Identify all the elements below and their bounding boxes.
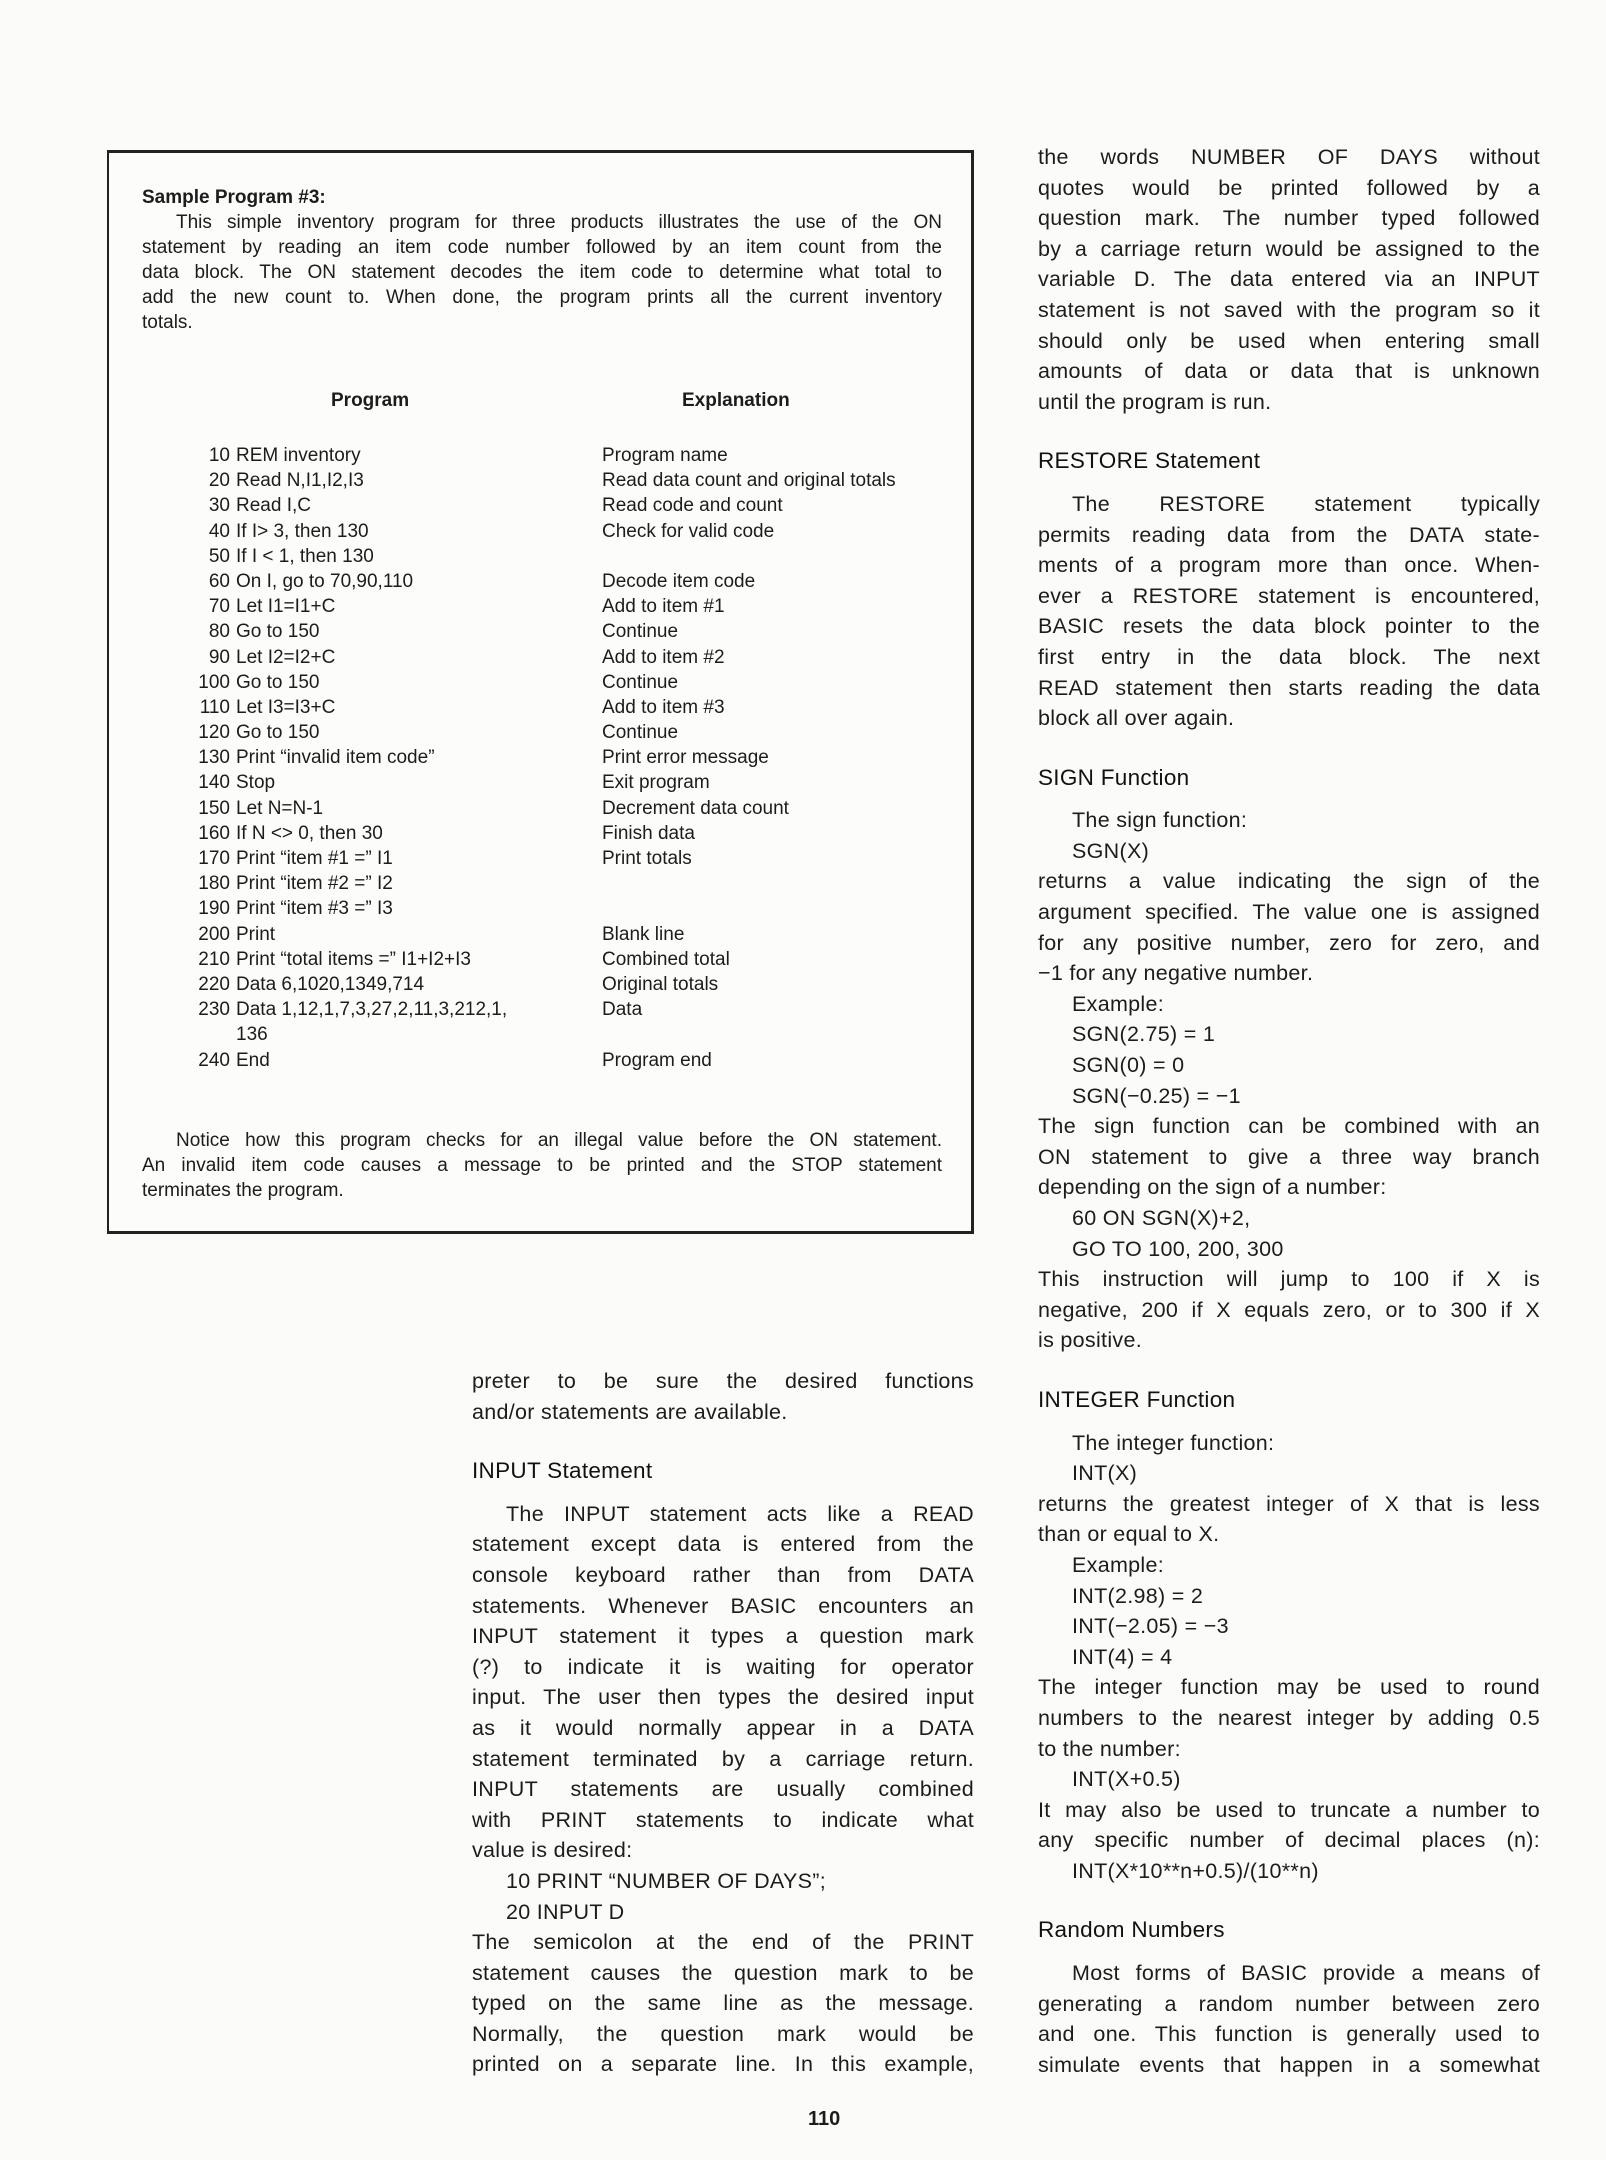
text-line: negative, 200 if X equals zero, or to 300 if X	[1038, 1297, 1540, 1322]
line-number: 190	[198, 898, 230, 920]
text-line: INPUT statement it types a question mark	[472, 1624, 974, 1649]
line-number: 120	[198, 722, 230, 744]
text-line: statement except data is entered from the	[472, 1532, 974, 1557]
program-row	[179, 871, 939, 896]
indented-line: INT(X*10**n+0.5)/(10**n)	[1072, 1858, 1319, 1883]
code-statement: Stop	[236, 772, 276, 794]
program-row	[179, 821, 939, 846]
code-statement: Print “item #3 =” I3	[236, 898, 393, 920]
text-line: statement terminated by a carriage return.	[472, 1746, 974, 1771]
text-line: simulate events that happen in a somewhat	[1038, 2052, 1540, 2077]
code-statement: If I> 3, then 130	[236, 520, 369, 542]
indented-line: Example:	[1072, 1552, 1165, 1577]
line-number: 160	[198, 822, 230, 844]
indented-line: 10 PRINT “NUMBER OF DAYS”;	[506, 1868, 826, 1893]
code-statement: Go to 150	[236, 722, 320, 744]
program-row	[179, 896, 939, 921]
code-statement: Let I3=I3+C	[236, 696, 336, 718]
program-row	[179, 846, 939, 871]
explanation-text: Decode item code	[602, 570, 756, 592]
text-line: printed on a separate line. In this example,	[472, 2052, 974, 2077]
code-statement: Read I,C	[236, 495, 311, 517]
program-row	[179, 972, 939, 997]
line-number: 220	[198, 973, 230, 995]
line-number: 230	[198, 999, 230, 1021]
line-number: 240	[198, 1049, 230, 1071]
explanation-text: Continue	[602, 722, 679, 744]
program-row	[179, 947, 939, 972]
text-line: The integer function may be used to round	[1038, 1675, 1540, 1700]
text-line: question mark. The number typed followed	[1038, 206, 1540, 231]
text-line: than or equal to X.	[1038, 1522, 1220, 1547]
program-row	[179, 468, 939, 493]
code-statement: Let I2=I2+C	[236, 646, 336, 668]
program-row	[179, 645, 939, 670]
program-row	[179, 619, 939, 644]
code-statement: If I < 1, then 130	[236, 545, 374, 567]
text-line: first entry in the data block. The next	[1038, 644, 1540, 669]
explanation-column-header: Explanation	[682, 390, 790, 411]
text-line: statements. Whenever BASIC encounters an	[472, 1593, 974, 1618]
explanation-text: Print totals	[602, 848, 692, 869]
code-statement: On I, go to 70,90,110	[236, 570, 414, 592]
program-row	[179, 443, 939, 468]
program-row	[179, 695, 939, 720]
text-line: The INPUT statement acts like a READ	[506, 1501, 974, 1526]
notice-paragraph	[142, 1128, 942, 1203]
line-number: 100	[198, 671, 230, 693]
text-line: the words NUMBER OF DAYS without	[1038, 145, 1540, 169]
code-statement: Print “invalid item code”	[236, 747, 435, 769]
program-row	[179, 544, 939, 569]
explanation-text: Blank line	[602, 923, 685, 945]
indented-line: SGN(0) = 0	[1072, 1053, 1185, 1078]
paragraph-line: statement by reading an item code number followed by an item count from the	[142, 237, 942, 258]
paragraph-line: terminates the program.	[142, 1180, 344, 1201]
explanation-text: Print error message	[602, 747, 769, 769]
line-number: 130	[198, 747, 230, 769]
code-statement: Let N=N-1	[236, 797, 324, 819]
explanation-text: Add to item #2	[602, 646, 725, 668]
line-number: 50	[208, 545, 230, 567]
indented-line: INT(−2.05) = −3	[1072, 1614, 1229, 1639]
program-row	[179, 796, 939, 821]
indented-line: INT(2.98) = 2	[1072, 1583, 1204, 1608]
text-line: quotes would be printed followed by a	[1038, 175, 1540, 200]
line-number: 10	[208, 445, 230, 466]
indented-line: SGN(X)	[1072, 838, 1150, 863]
section-heading: INTEGER Function	[1038, 1386, 1236, 1412]
text-line: BASIC resets the data block pointer to the	[1038, 614, 1540, 639]
explanation-text: Finish data	[602, 822, 695, 844]
explanation-text: Data	[602, 999, 643, 1021]
paragraph-line: totals.	[142, 312, 193, 333]
text-line: typed on the same line as the message.	[472, 1991, 974, 2016]
text-line: as it would normally appear in a DATA	[472, 1715, 974, 1740]
code-statement: End	[236, 1049, 270, 1071]
indented-line: INT(X+0.5)	[1072, 1767, 1181, 1792]
explanation-text: Read data count and original totals	[602, 470, 896, 492]
text-line: to the number:	[1038, 1736, 1181, 1761]
paragraph-line: An invalid item code causes a message to be printed and the STOP statement	[142, 1155, 942, 1176]
explanation-text: Add to item #1	[602, 596, 725, 618]
line-number: 80	[208, 621, 230, 643]
text-line: until the program is run.	[1038, 389, 1272, 414]
code-statement: Data 6,1020,1349,714	[236, 973, 425, 995]
code-statement: If N <> 0, then 30	[236, 822, 383, 844]
text-line: and one. This function is generally used to	[1038, 2022, 1540, 2047]
indented-line: 20 INPUT D	[506, 1899, 625, 1924]
program-row	[179, 720, 939, 745]
program-row	[179, 1022, 939, 1047]
program-row	[179, 569, 939, 594]
text-line: and/or statements are available.	[472, 1399, 788, 1424]
text-line: The RESTORE statement typically	[1072, 491, 1540, 516]
text-line: returns the greatest integer of X that is less	[1038, 1491, 1540, 1516]
middle-text-column	[472, 1366, 974, 2080]
section-heading: RESTORE Statement	[1038, 448, 1261, 474]
intro-paragraph	[142, 210, 942, 335]
code-statement: REM inventory	[236, 445, 361, 466]
program-listing	[179, 443, 939, 1073]
text-line: console keyboard rather than from DATA	[472, 1562, 974, 1587]
section-heading: SIGN Function	[1038, 764, 1190, 790]
line-number: 200	[198, 923, 230, 945]
program-row	[179, 1048, 939, 1073]
code-statement: Print “total items =” I1+I2+I3	[236, 948, 471, 970]
section-heading: INPUT Statement	[472, 1458, 653, 1484]
line-number: 40	[208, 520, 230, 542]
code-statement: Data 1,12,1,7,3,27,2,11,3,212,1,	[236, 999, 508, 1021]
program-row	[179, 745, 939, 770]
explanation-text: Combined total	[602, 948, 730, 970]
line-number: 20	[208, 470, 230, 492]
explanation-text: Decrement data count	[602, 797, 789, 819]
indented-line: The sign function:	[1072, 808, 1248, 833]
indented-line: SGN(2.75) = 1	[1072, 1022, 1216, 1047]
indented-line: Example:	[1072, 991, 1165, 1016]
text-line: Most forms of BASIC provide a means of	[1072, 1961, 1540, 1986]
sample-program-box	[107, 150, 974, 1234]
paragraph-line: This simple inventory program for three products illustrates the use of the ON	[176, 212, 942, 233]
line-number: 150	[198, 797, 230, 819]
program-row	[179, 519, 939, 544]
text-line: permits reading data from the DATA state-	[1038, 522, 1540, 547]
text-line: returns a value indicating the sign of the	[1038, 869, 1540, 894]
indented-line: The integer function:	[1072, 1430, 1275, 1455]
text-line: The sign function can be combined with an	[1038, 1114, 1540, 1139]
program-row	[179, 770, 939, 795]
text-line: ever a RESTORE statement is encountered,	[1038, 583, 1540, 608]
line-number: 90	[208, 646, 230, 668]
text-line: Normally, the question mark would be	[472, 2021, 974, 2046]
text-line: READ statement then starts reading the data	[1038, 675, 1540, 700]
indented-line: INT(4) = 4	[1072, 1644, 1173, 1669]
program-row	[179, 493, 939, 518]
indented-line: 60 ON SGN(X)+2,	[1072, 1206, 1251, 1230]
text-line: This instruction will jump to 100 if X is	[1038, 1267, 1540, 1292]
section-heading: Random Numbers	[1038, 1917, 1225, 1943]
line-number: 170	[198, 848, 230, 869]
text-line: (?) to indicate it is waiting for operator	[472, 1654, 974, 1679]
code-statement: Let I1=I1+C	[236, 596, 336, 618]
text-line: statement causes the question mark to be	[472, 1960, 974, 1985]
text-line: input. The user then types the desired input	[472, 1685, 974, 1710]
explanation-text: Program name	[602, 445, 728, 466]
box-title: Sample Program #3:	[142, 187, 326, 208]
explanation-text: Continue	[602, 671, 679, 693]
text-line: −1 for any negative number.	[1038, 961, 1314, 986]
code-statement: Print “item #2 =” I2	[236, 873, 393, 895]
indented-line: SGN(−0.25) = −1	[1072, 1083, 1241, 1108]
line-number: 60	[208, 570, 230, 592]
text-line: is positive.	[1038, 1328, 1142, 1353]
text-line: value is desired:	[472, 1838, 633, 1863]
explanation-text: Exit program	[602, 772, 710, 794]
text-line: by a carriage return would be assigned to the	[1038, 236, 1540, 261]
line-number: 110	[199, 696, 230, 718]
program-row	[179, 997, 939, 1022]
code-statement: Read N,I1,I2,I3	[236, 470, 364, 492]
text-line: block all over again.	[1038, 706, 1235, 731]
explanation-text: Program end	[602, 1049, 712, 1071]
text-line: INPUT statements are usually combined	[472, 1777, 974, 1802]
program-row	[179, 922, 939, 947]
text-line: for any positive number, zero for zero, and	[1038, 930, 1540, 955]
line-number: 140	[198, 772, 230, 794]
code-statement: Go to 150	[236, 671, 320, 693]
explanation-text: Original totals	[602, 973, 719, 995]
text-line: ments of a program more than once. When-	[1038, 553, 1540, 578]
paragraph-line: data block. The ON statement decodes the item code to determine what total to	[142, 262, 942, 283]
text-line: The semicolon at the end of the PRINT	[472, 1930, 974, 1955]
explanation-text: Add to item #3	[602, 696, 725, 718]
code-statement: Go to 150	[236, 621, 320, 643]
text-line: ON statement to give a three way branch	[1038, 1144, 1540, 1169]
text-line: depending on the sign of a number:	[1038, 1175, 1387, 1200]
explanation-text: Continue	[602, 621, 679, 643]
text-line: preter to be sure the desired functions	[472, 1369, 974, 1393]
line-number: 210	[198, 948, 230, 970]
text-line: amounts of data or data that is unknown	[1038, 359, 1540, 384]
program-row	[179, 594, 939, 619]
program-row	[179, 670, 939, 695]
text-line: any specific number of decimal places (n):	[1038, 1828, 1540, 1853]
paragraph-line: Notice how this program checks for an illegal value before the ON statement.	[176, 1130, 942, 1151]
explanation-text: Read code and count	[602, 495, 783, 517]
text-line: generating a random number between zero	[1038, 1991, 1540, 2016]
line-number: 70	[208, 596, 230, 618]
program-column-header: Program	[331, 390, 410, 411]
page-number: 110	[808, 2108, 841, 2130]
indented-line: GO TO 100, 200, 300	[1072, 1236, 1284, 1261]
indented-line: INT(X)	[1072, 1461, 1138, 1486]
text-line: numbers to the nearest integer by adding 0.5	[1038, 1705, 1540, 1730]
text-line: argument specified. The value one is assigned	[1038, 900, 1540, 925]
paragraph-line: add the new count to. When done, the program prints all the current inventory	[142, 287, 942, 308]
text-line: It may also be used to truncate a number to	[1038, 1797, 1540, 1822]
line-number: 180	[198, 873, 230, 895]
text-line: with PRINT statements to indicate what	[472, 1807, 974, 1832]
code-statement: 136	[236, 1024, 268, 1046]
text-line: statement is not saved with the program so it	[1038, 297, 1540, 322]
explanation-text: Check for valid code	[602, 520, 775, 542]
text-line: should only be used when entering small	[1038, 328, 1540, 353]
code-statement: Print	[236, 923, 276, 945]
right-text-column	[1038, 142, 1540, 2080]
line-number: 30	[208, 495, 230, 517]
code-statement: Print “item #1 =” I1	[236, 848, 393, 869]
text-line: variable D. The data entered via an INPUT	[1038, 267, 1540, 292]
